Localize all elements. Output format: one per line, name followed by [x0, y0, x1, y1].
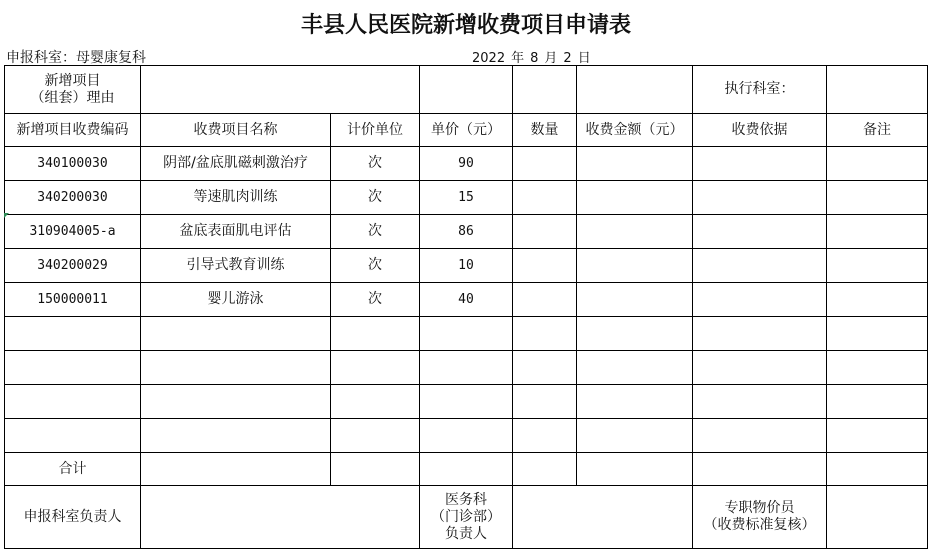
cell-basis[interactable]: [693, 385, 827, 419]
cell-price[interactable]: [420, 419, 513, 453]
cell-price[interactable]: 90: [420, 147, 513, 181]
cell-quantity[interactable]: [513, 249, 577, 283]
cell-quantity[interactable]: [513, 385, 577, 419]
cell-unit[interactable]: 次: [331, 215, 420, 249]
cell-price[interactable]: 40: [420, 283, 513, 317]
cell-unit[interactable]: 次: [331, 283, 420, 317]
cell-amount[interactable]: [577, 351, 693, 385]
cell-basis[interactable]: [693, 351, 827, 385]
cell-remarks[interactable]: [827, 249, 928, 283]
cell-name[interactable]: 阴部/盆底肌磁刺激治疗: [141, 147, 331, 181]
cell-amount[interactable]: [577, 181, 693, 215]
cell-remarks[interactable]: [827, 419, 928, 453]
cell-remarks[interactable]: [827, 181, 928, 215]
reason-cell-3[interactable]: [513, 66, 577, 114]
cell-unit[interactable]: [331, 351, 420, 385]
department-label: 申报科室：母婴康复科: [6, 50, 146, 66]
cell-code[interactable]: 340100030: [5, 147, 141, 181]
date-year-label: 年: [511, 51, 525, 66]
cell-amount[interactable]: [577, 283, 693, 317]
date-day: 2: [563, 51, 572, 66]
cell-name[interactable]: 婴儿游泳: [141, 283, 331, 317]
cell-price[interactable]: 10: [420, 249, 513, 283]
cell-unit[interactable]: 次: [331, 249, 420, 283]
info-row: [0, 46, 932, 65]
header-quantity[interactable]: 数量: [513, 114, 577, 147]
cell-price[interactable]: 86: [420, 215, 513, 249]
cell-amount[interactable]: [577, 419, 693, 453]
header-remarks[interactable]: 备注: [827, 114, 928, 147]
cell-basis[interactable]: [693, 215, 827, 249]
header-price[interactable]: 单价（元）: [420, 114, 513, 147]
total-cell-unit[interactable]: [331, 453, 420, 486]
footer-medical-affairs-label[interactable]: 医务科 （门诊部） 负责人: [420, 486, 513, 549]
cell-remarks[interactable]: [827, 317, 928, 351]
cell-code[interactable]: [5, 317, 141, 351]
cell-quantity[interactable]: [513, 181, 577, 215]
cell-code[interactable]: [5, 385, 141, 419]
cell-code[interactable]: [5, 419, 141, 453]
cell-code[interactable]: 310904005-a: [5, 215, 141, 249]
cell-basis[interactable]: [693, 147, 827, 181]
cell-name[interactable]: 引导式教育训练: [141, 249, 331, 283]
total-cell-price[interactable]: [420, 453, 513, 486]
footer-medical-affairs-signature[interactable]: [513, 486, 693, 549]
cell-basis[interactable]: [693, 283, 827, 317]
cell-name[interactable]: [141, 317, 331, 351]
header-code[interactable]: 新增项目收费编码: [5, 114, 141, 147]
exec-dept-label[interactable]: 执行科室：: [693, 66, 827, 114]
footer-dept-head-label[interactable]: 申报科室负责人: [5, 486, 141, 549]
cell-amount[interactable]: [577, 385, 693, 419]
cell-basis[interactable]: [693, 419, 827, 453]
cell-remarks[interactable]: [827, 283, 928, 317]
date-month: 8: [530, 51, 539, 66]
cell-price[interactable]: [420, 385, 513, 419]
cell-quantity[interactable]: [513, 215, 577, 249]
total-cell-amount[interactable]: [577, 453, 693, 486]
cell-name[interactable]: 等速肌肉训练: [141, 181, 331, 215]
cell-unit[interactable]: 次: [331, 181, 420, 215]
total-cell-name[interactable]: [141, 453, 331, 486]
cell-price[interactable]: 15: [420, 181, 513, 215]
cell-quantity[interactable]: [513, 317, 577, 351]
footer-dept-head-signature[interactable]: [141, 486, 420, 549]
cell-code[interactable]: 150000011: [5, 283, 141, 317]
cell-remarks[interactable]: [827, 147, 928, 181]
reason-cell-4[interactable]: [577, 66, 693, 114]
cell-quantity[interactable]: [513, 419, 577, 453]
exec-dept-value[interactable]: [827, 66, 928, 114]
header-unit[interactable]: 计价单位: [331, 114, 420, 147]
cell-basis[interactable]: [693, 181, 827, 215]
header-name[interactable]: 收费项目名称: [141, 114, 331, 147]
cell-name[interactable]: [141, 385, 331, 419]
reason-label[interactable]: 新增项目 （组套）理由: [5, 66, 141, 114]
date-day-label: 日: [577, 51, 591, 66]
cell-note-marker: [4, 213, 9, 218]
total-cell-basis[interactable]: [693, 453, 827, 486]
cell-remarks[interactable]: [827, 351, 928, 385]
cell-remarks[interactable]: [827, 215, 928, 249]
application-table: [4, 65, 928, 549]
cell-name[interactable]: [141, 419, 331, 453]
total-cell-remarks[interactable]: [827, 453, 928, 486]
cell-amount[interactable]: [577, 147, 693, 181]
header-amount[interactable]: 收费金额（元）: [577, 114, 693, 147]
cell-remarks[interactable]: [827, 385, 928, 419]
application-date: [472, 47, 597, 66]
cell-code[interactable]: [5, 351, 141, 385]
cell-price[interactable]: [420, 317, 513, 351]
reason-cell-2[interactable]: [420, 66, 513, 114]
cell-quantity[interactable]: [513, 283, 577, 317]
date-month-label: 月: [544, 51, 558, 66]
form-title: 丰县人民医院新增收费项目申请表: [300, 11, 631, 38]
cell-amount[interactable]: [577, 317, 693, 351]
cell-amount[interactable]: [577, 249, 693, 283]
header-basis[interactable]: 收费依据: [693, 114, 827, 147]
reason-cell-1[interactable]: [141, 66, 420, 114]
cell-name[interactable]: 盆底表面肌电评估: [141, 215, 331, 249]
cell-code[interactable]: 340200030: [5, 181, 141, 215]
cell-quantity[interactable]: [513, 147, 577, 181]
cell-code[interactable]: 340200029: [5, 249, 141, 283]
footer-price-officer-label[interactable]: 专职物价员 （收费标准复核）: [693, 486, 827, 549]
cell-basis[interactable]: [693, 249, 827, 283]
cell-amount[interactable]: [577, 215, 693, 249]
cell-basis[interactable]: [693, 317, 827, 351]
cell-unit[interactable]: [331, 419, 420, 453]
cell-price[interactable]: [420, 351, 513, 385]
cell-name[interactable]: [141, 351, 331, 385]
cell-unit[interactable]: [331, 317, 420, 351]
total-label[interactable]: 合计: [5, 453, 141, 486]
date-year: 2022: [472, 51, 506, 66]
cell-quantity[interactable]: [513, 351, 577, 385]
cell-unit[interactable]: [331, 385, 420, 419]
footer-price-officer-signature[interactable]: [827, 486, 928, 549]
cell-unit[interactable]: 次: [331, 147, 420, 181]
total-cell-quantity[interactable]: [513, 453, 577, 486]
